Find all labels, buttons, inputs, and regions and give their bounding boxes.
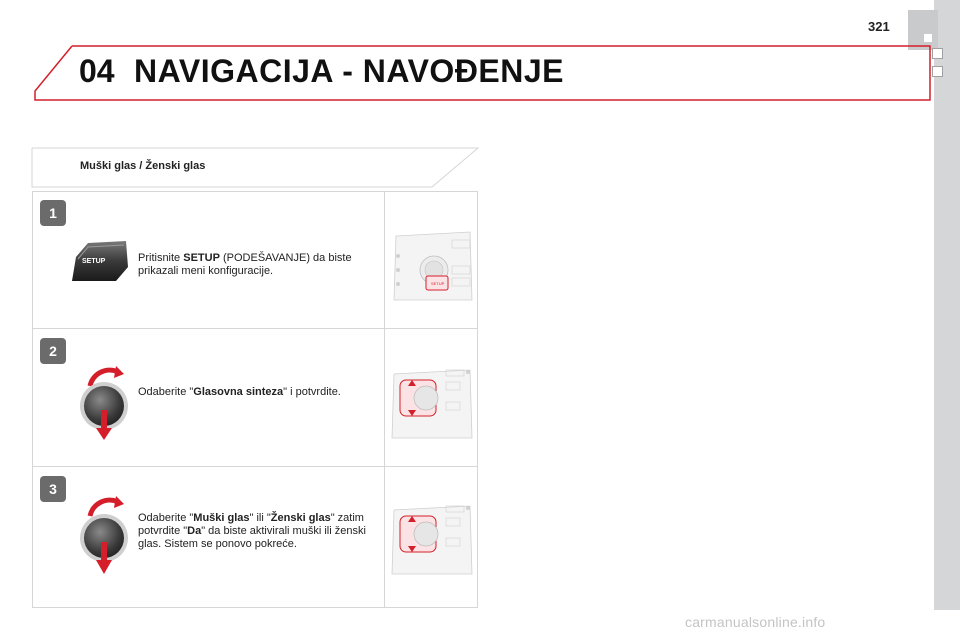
step-divider: [32, 466, 478, 467]
body-text: Odaberite ": [138, 386, 194, 398]
body-text: Odaberite ": [138, 512, 194, 524]
radio-console-knob-icon: [390, 500, 474, 580]
emphasis-text: Glasovna sinteza: [193, 386, 284, 398]
emphasis-text: Muški glas: [193, 512, 250, 524]
step-divider: [32, 328, 478, 329]
chapter-number: 04: [79, 53, 115, 89]
column-divider: [384, 191, 385, 608]
page-number: 321: [868, 19, 890, 34]
rotary-knob-icon: [76, 496, 134, 576]
step-1-text: [138, 252, 368, 278]
body-text: " zatim potvrdite ": [138, 512, 364, 537]
radio-console-setup-icon: [390, 226, 474, 306]
step-badge-2: 2: [40, 338, 66, 364]
emphasis-text: SETUP: [183, 252, 220, 264]
body-text: " da biste aktivirali muški ili ženski glas. Sistem se ponovo pokreće.: [138, 525, 366, 550]
console-setup-text: SETUP: [431, 281, 445, 286]
chapter-title: NAVIGACIJA - NAVOĐENJE: [134, 53, 565, 89]
watermark: carmanualsonline.info: [685, 614, 826, 630]
section-title: Muški glas / Ženski glas: [80, 160, 206, 172]
body-text: (PODEŠAVANJE) da biste prikazali meni konfiguracije.: [138, 252, 352, 277]
step-badge-3: 3: [40, 476, 66, 502]
step-2-text: [138, 386, 368, 399]
body-text: Pritisnite: [138, 252, 184, 264]
body-text: " i potvrdite.: [283, 386, 341, 398]
radio-console-knob-icon: [390, 364, 474, 444]
emphasis-text: Ženski glas: [270, 512, 331, 524]
step-3-text: [138, 512, 368, 551]
step-badge-1: 1: [40, 200, 66, 226]
setup-button-label: SETUP: [82, 258, 106, 265]
rotary-knob-icon: [76, 366, 134, 442]
body-text: " ili ": [249, 512, 271, 524]
emphasis-text: Da: [187, 525, 202, 537]
